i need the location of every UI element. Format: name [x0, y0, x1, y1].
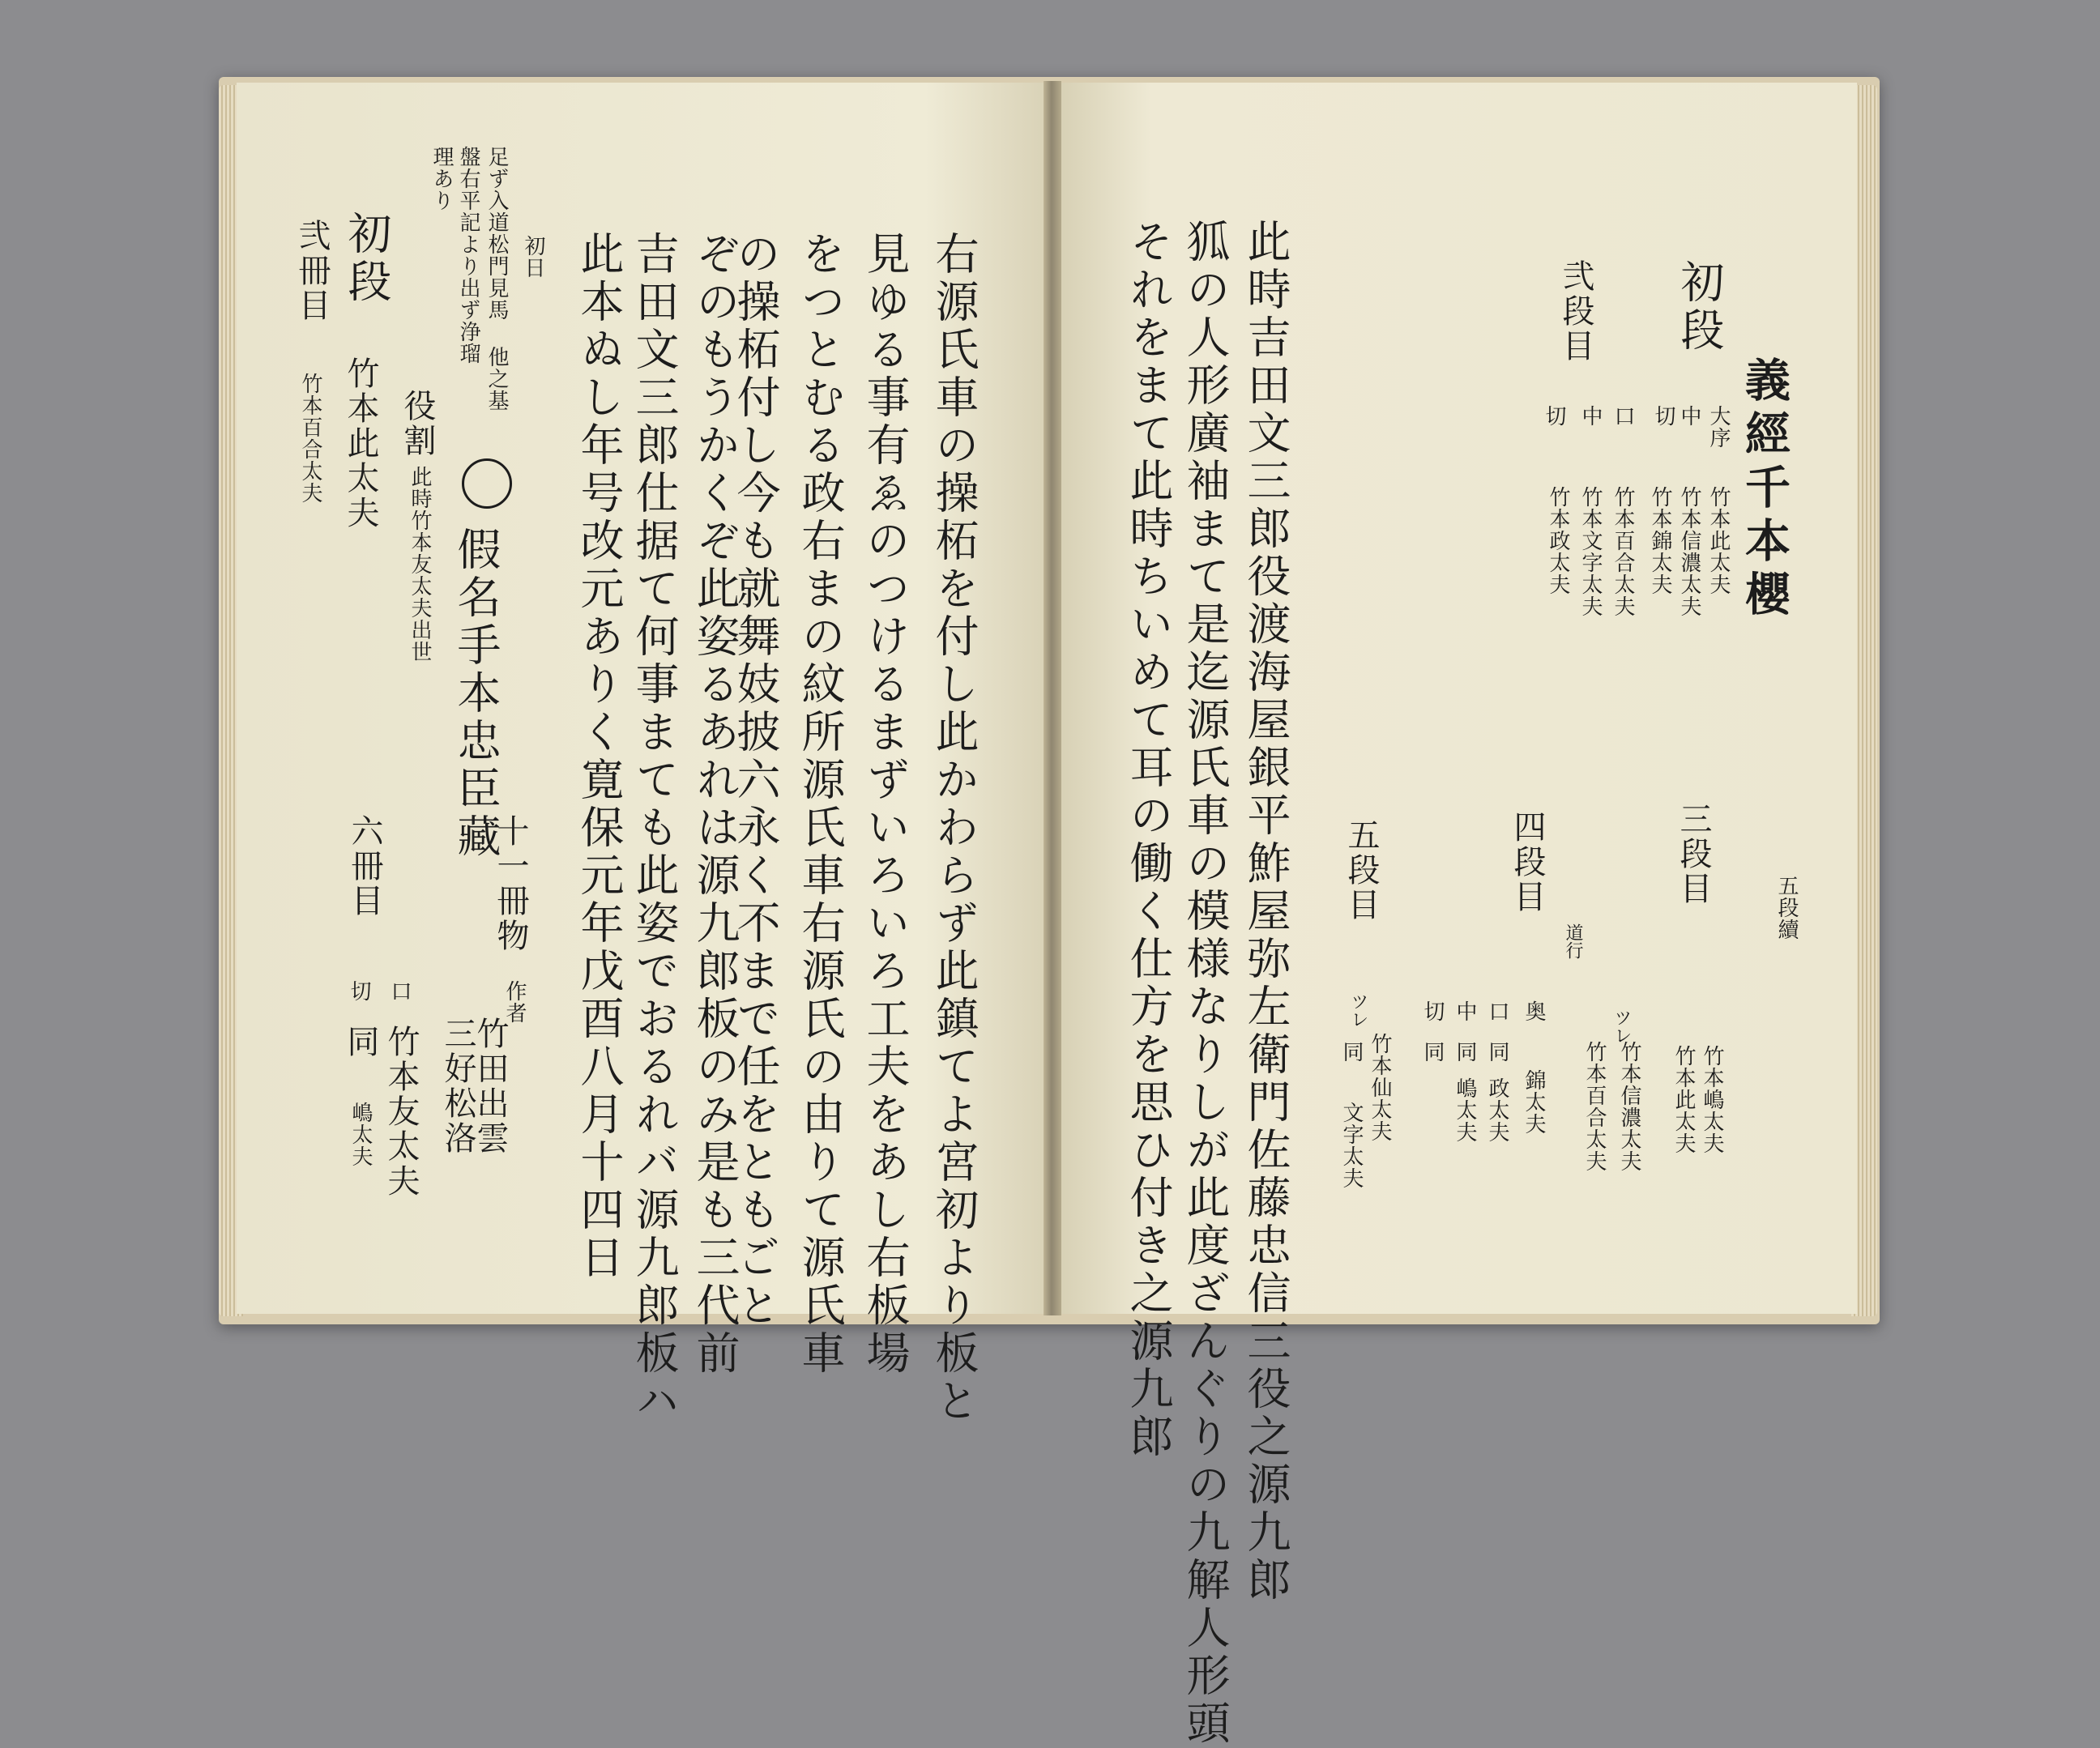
left-body-line-3: をつとむる政右まの紋所源氏車右源氏の由りて源氏車 [795, 231, 846, 1378]
circle-label [467, 460, 495, 497]
left-body-line-4: の操柘付し今も就舞妓披六永く不まで任をともごと [730, 231, 781, 1330]
performer-note: 此時竹本友太夫出世 [408, 466, 432, 663]
left-body-line-1: 右源氏車の操柘を付し此かわらず此鎮てよ宮初より板と [928, 231, 980, 1426]
kuchi-label-left: 口 [387, 980, 412, 1002]
left-note-line-1: 足ず入道松門見馬 他之基 [484, 146, 509, 411]
michiyuki-label: 道行 [1563, 923, 1583, 959]
naka-label-2: 中 [1578, 405, 1603, 427]
yodan-label-oku: 奥 [1522, 1000, 1546, 1022]
kuchi-performer: 竹本友太夫 [382, 1025, 420, 1199]
yodan-label-kuchi: 口 [1485, 1000, 1509, 1022]
tai-label: 大序 [1706, 405, 1731, 449]
yodan-performer-3: 政太夫 [1485, 1077, 1509, 1143]
volumes-label: 十一冊物 [492, 814, 529, 953]
yakuwari-label: 役割 [399, 389, 436, 458]
shodan-performer-2: 竹本信濃太夫 [1677, 486, 1701, 617]
right-body-line-1: 此時吉田文三郎役渡海屋銀平鮓屋弥左衛門佐藤忠信三役之源九郎 [1240, 219, 1291, 1605]
kiri-label-right: 切 [1651, 405, 1675, 427]
yodan-label-naka: 中 [1453, 1000, 1477, 1022]
shodan-performer: 竹本此太夫 [342, 356, 379, 531]
play-title-chushingura: 假名手本忠臣藏 [450, 527, 502, 861]
godan-tsure: ツレ [1348, 992, 1368, 1028]
book-gutter [1044, 81, 1061, 1315]
nidan-performer-1: 竹本百合太夫 [1611, 486, 1635, 617]
yodan-dou-2: 同 [1453, 1041, 1477, 1063]
yodan-extra-performer: 竹本信濃太夫 [1617, 1041, 1641, 1172]
left-body-line-2: 見ゆる事有ゑのつけるまずいろいろ工夫をあし右板場 [860, 231, 911, 1378]
yodan-performer-dou: 竹本百合太夫 [1582, 1041, 1607, 1172]
shodan-performer-3: 竹本錦太夫 [1648, 486, 1672, 595]
godan-performer-3: 文字太夫 [1339, 1102, 1364, 1189]
yodan-dou-1: 同 [1485, 1041, 1509, 1063]
sandan-performer-2: 竹本此太夫 [1671, 1045, 1696, 1154]
right-nidanme-label: 弐段目 [1557, 259, 1594, 364]
dou-performer-left: 嶋太夫 [348, 1102, 373, 1167]
sandan-performer-1: 竹本嶋太夫 [1700, 1045, 1724, 1154]
tsure-mark: ツレ [1611, 1008, 1632, 1044]
rokusatsume-label: 六冊目 [346, 814, 383, 919]
godan-label: 五段目 [1342, 818, 1380, 923]
yodan-performer-2: 錦太夫 [1522, 1069, 1546, 1135]
play-title-senbonzakura: 義經千本櫻 [1738, 356, 1791, 624]
yodan-dou-3: 同 [1420, 1041, 1445, 1063]
kiri-label-left: 切 [347, 980, 371, 1002]
kiri-label-right-2: 切 [1542, 405, 1566, 427]
yodan-performer-4: 嶋太夫 [1453, 1077, 1477, 1143]
left-body-line-7: 此本ぬし年号改元ありく寛保元年戊酉八月十四日 [574, 231, 625, 1282]
nidanme-label: 弐冊目 [293, 219, 331, 323]
left-note-line-3: 理あり [429, 146, 454, 211]
author-1: 竹田出雲 [472, 1017, 509, 1156]
nidan-performer-3: 竹本政太夫 [1546, 486, 1570, 595]
nidanme-performer: 竹本百合太夫 [298, 373, 322, 504]
left-body-line-5: ぞのもうかくぞ此姿るあれは源九郎板のみ是も三代前 [689, 231, 741, 1378]
left-note-line-2: 盤右平記より出ず浄瑠 [456, 146, 480, 365]
godan-dou: 同 [1339, 1041, 1364, 1063]
right-body-line-2: 狐の人形廣袖まて是迄源氏車の模様なりしが此度ざんぐりの九解人形頭 [1180, 219, 1231, 1748]
kuchi-label-right: 口 [1611, 405, 1635, 427]
right-shodan-label: 初段 [1674, 259, 1725, 355]
godan-zoku-label: 五段續 [1774, 875, 1799, 940]
shodan-label: 初段 [341, 211, 392, 306]
left-body-line-6: 吉田文三郎仕据て何事まても此姿でおるれバ源九郎板ハ [629, 231, 680, 1426]
author-2: 三好松洛 [439, 1017, 476, 1156]
shodan-performer-1: 竹本此太夫 [1706, 486, 1731, 595]
godan-performer-1: 竹本仙太夫 [1368, 1033, 1392, 1142]
naka-label: 中 [1677, 405, 1701, 427]
yodan-label-kiri: 切 [1420, 1000, 1445, 1022]
dou-label-left: 同 [342, 1025, 379, 1059]
right-body-line-3: それをまて此時ちいめて耳の働く仕方を思ひ付き之源九郎 [1123, 219, 1174, 1461]
yodan-label: 四段目 [1509, 810, 1546, 915]
sandan-label: 三段目 [1675, 802, 1712, 906]
sakusha-label: 作者 [502, 980, 527, 1024]
date-note: 初日 [521, 235, 545, 279]
nidan-performer-2: 竹本文字太夫 [1578, 486, 1603, 617]
